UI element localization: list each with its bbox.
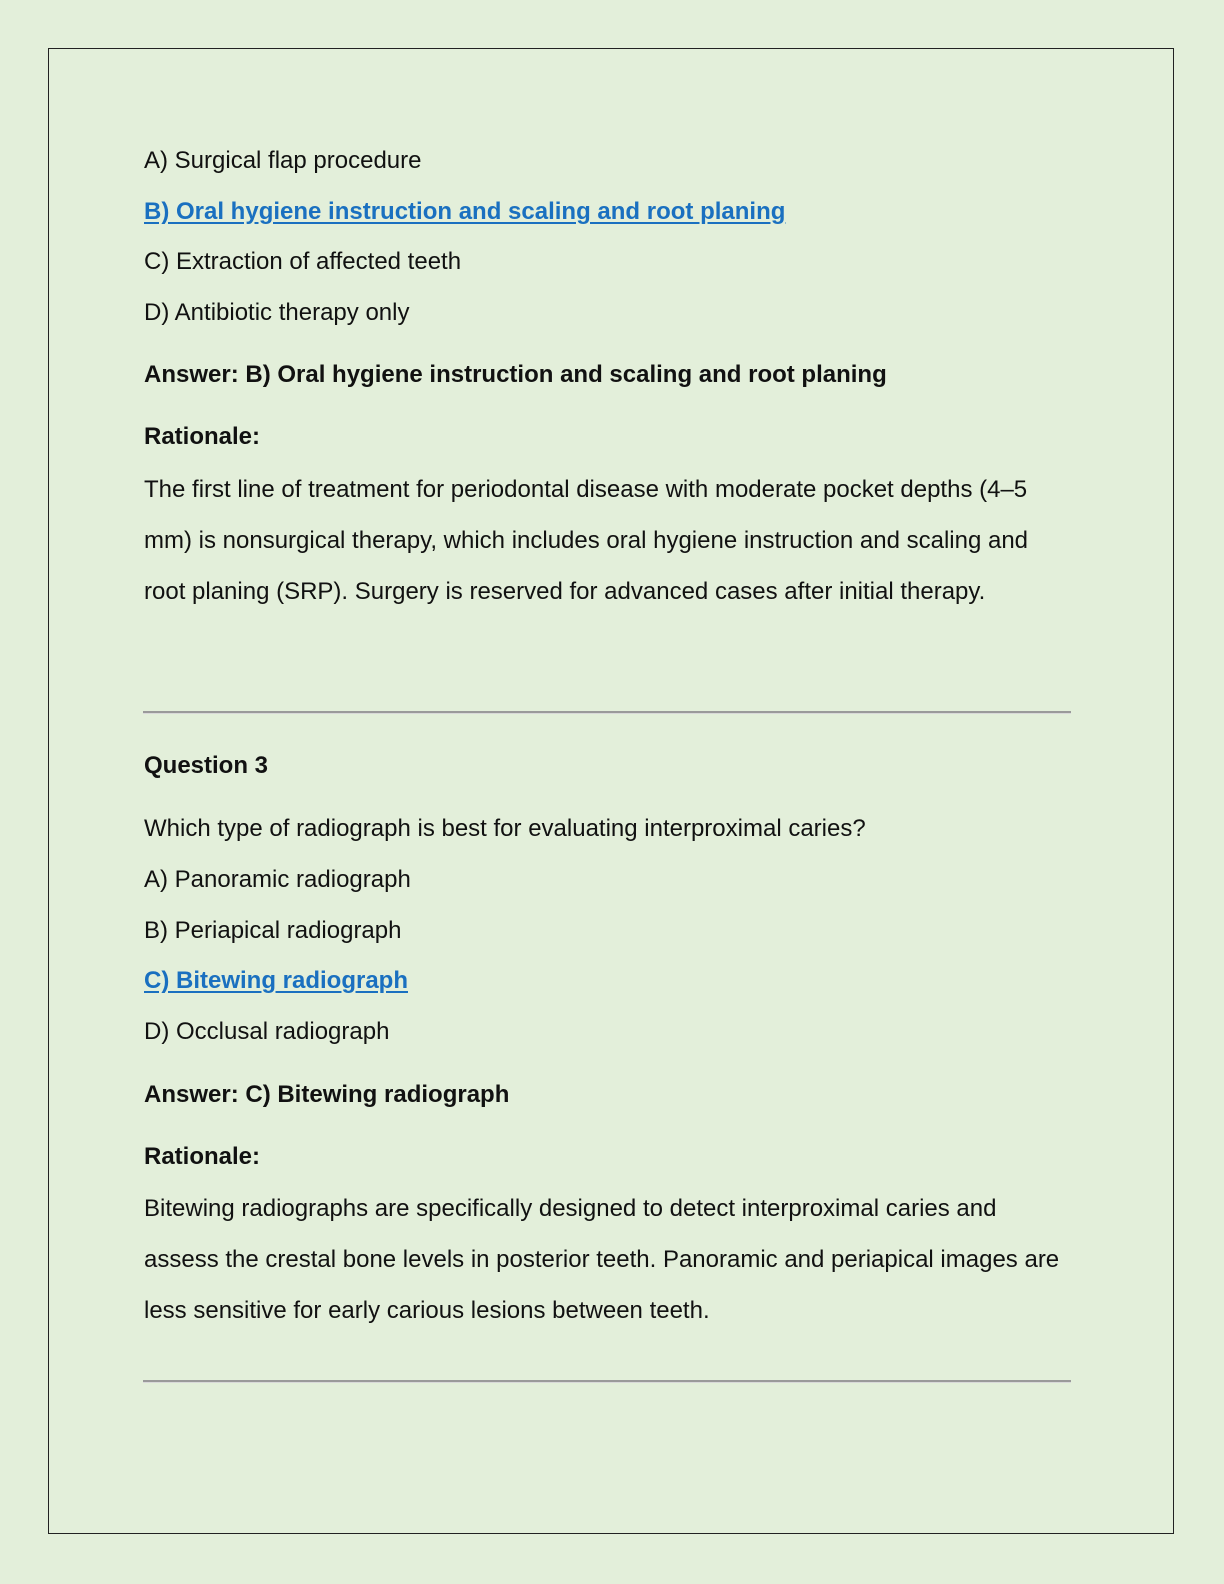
q3-title: Question 3	[144, 752, 269, 779]
q2-rationale-label: Rationale:	[144, 423, 261, 450]
divider	[143, 711, 1071, 714]
q3-answer: Answer: C) Bitewing radiograph	[144, 1081, 510, 1108]
q2-answer: Answer: B) Oral hygiene instruction and scaling and root planing	[144, 361, 887, 388]
q2-option-a: A) Surgical flap procedure	[144, 147, 422, 174]
q3-option-c-correct: C) Bitewing radiograph	[144, 967, 408, 994]
q2-option-b-correct: B) Oral hygiene instruction and scaling and root planing	[144, 198, 786, 225]
q3-rationale-label: Rationale:	[144, 1143, 261, 1170]
q3-option-d: D) Occlusal radiograph	[144, 1018, 390, 1045]
q2-option-c: C) Extraction of affected teeth	[144, 248, 462, 275]
q2-option-d: D) Antibiotic therapy only	[144, 299, 410, 326]
q3-prompt: Which type of radiograph is best for evaluating interproximal caries?	[144, 815, 866, 842]
q3-option-a: A) Panoramic radiograph	[144, 866, 411, 893]
divider	[143, 1380, 1071, 1383]
q3-option-b: B) Periapical radiograph	[144, 917, 402, 944]
q2-rationale-text: The first line of treatment for periodontal disease with moderate pocket depths (4–5 mm) is nonsurgical therapy, which includes oral hygiene instruction and scaling and root planing (SRP). Surgery is reserved for advanced cases after initial therapy.	[144, 476, 1029, 605]
q3-rationale-text: Bitewing radiographs are specifically designed to detect interproximal caries and assess the crestal bone levels in posterior teeth. Panoramic and periapical images are less sensitive for early carious lesions between teeth.	[144, 1195, 1060, 1324]
